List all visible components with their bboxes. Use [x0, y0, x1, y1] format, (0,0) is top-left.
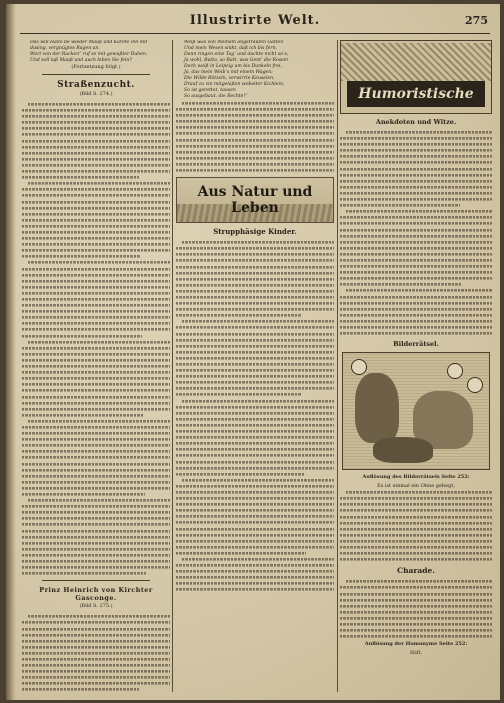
verse-line: So ist gerettet, tausen — [184, 88, 236, 93]
verse-line: Und mein Wesen sinkt, daß ich bis fern, — [184, 46, 278, 51]
verse-line: Ja wohl, Butta, so Butt, was Gent’ die Rosen! — [184, 58, 289, 63]
homonym-solution-text: Stift. — [409, 650, 423, 657]
text-line — [176, 586, 334, 592]
picture-puzzle-title: Bilderrätsel. — [393, 340, 439, 349]
text-line — [28, 693, 170, 694]
page-header — [20, 12, 490, 34]
charade-verse — [340, 578, 492, 639]
masthead-title: Humoristische — [347, 81, 485, 107]
article-body — [22, 101, 170, 576]
article-title: Strupphäsige Kinder. — [213, 227, 297, 237]
text-line — [340, 330, 492, 336]
text-line — [340, 633, 492, 639]
column-rule — [337, 40, 338, 692]
picture-puzzle-illustration — [342, 352, 490, 470]
verse-line: Wort von der Racken“ ruf se mit gewußter Ruhen. — [30, 52, 148, 57]
ornament-engraving — [341, 43, 491, 81]
newspaper-page — [6, 4, 500, 700]
column-right — [340, 40, 492, 694]
column-rule — [172, 40, 173, 692]
anecdotes-body — [340, 129, 492, 336]
puzzle-solution-body — [340, 489, 492, 562]
text-line — [22, 570, 146, 576]
homonym-solution-heading: Auflösung der Homonyme Seite 252: — [364, 641, 468, 648]
article-byline: (Bild S. 274.) — [79, 91, 113, 97]
column-middle — [176, 40, 334, 694]
poem — [176, 40, 334, 100]
text-line — [340, 556, 492, 562]
section-divider — [42, 74, 150, 75]
charade-title: Charade. — [397, 566, 435, 576]
puzzle-solution-text: Es ist einmal ein Ohne gehegt, — [377, 483, 455, 490]
verse-line: Ja, das mein Weib’s mit einem Wagen: — [184, 70, 273, 75]
article-title: Straßenzucht. — [57, 80, 135, 90]
verse-line: Das will Hallo be wieder Mauß und Karete ihn mit — [30, 40, 148, 45]
section-banner-illustration — [176, 177, 334, 223]
verse-line: Und soll laß Mauß und auch leben Sie fein? — [30, 58, 132, 63]
continuation-note: (Fortsetzung folgt.) — [71, 64, 121, 70]
article-body — [176, 100, 334, 173]
page-binding-shadow — [6, 4, 16, 700]
figure-engraving — [355, 373, 399, 443]
page-number: 275 — [465, 14, 488, 27]
verse-line: Die Wilde Rötzeln, verwirrte Keuselen, — [184, 76, 275, 81]
section-subtitle: Anekdoten und Witze. — [375, 118, 457, 126]
article-body — [176, 239, 334, 592]
article-byline: (Bild S. 275.) — [79, 603, 113, 610]
verse-line: Weiß was von meinem angetrauten Gatten — [184, 40, 284, 45]
verse-line: Dann ringen eine Tag’ und dachte nicht so’s, — [184, 52, 289, 57]
verse-line: Doch weiß in Leipzig um bis Dunkeln frei, — [184, 64, 282, 69]
column-left — [22, 40, 170, 694]
article-body — [22, 613, 170, 694]
publication-title: Illustrirte Welt. — [189, 13, 321, 28]
figure-engraving — [373, 437, 433, 463]
section-divider — [42, 580, 150, 581]
verse-line: dusing, vergnügtes Ragen an. — [30, 46, 100, 51]
section-banner-title: Aus Natur und Leben — [197, 184, 313, 217]
intro-verse — [22, 40, 170, 64]
verse-line: So ausgebaut, die Rechte!“ — [184, 94, 248, 99]
text-line — [176, 167, 334, 173]
verse-line: Drauf zu vin mitgelaßen wobeiter Kichlein, — [184, 82, 285, 87]
masthead-illustration — [340, 40, 492, 114]
puzzle-solution-heading: Auflösung des Bilderrätsels Seite 252: — [362, 474, 470, 481]
article-title: Prinz Heinrich von Kirchter Gasconge. — [39, 586, 153, 603]
